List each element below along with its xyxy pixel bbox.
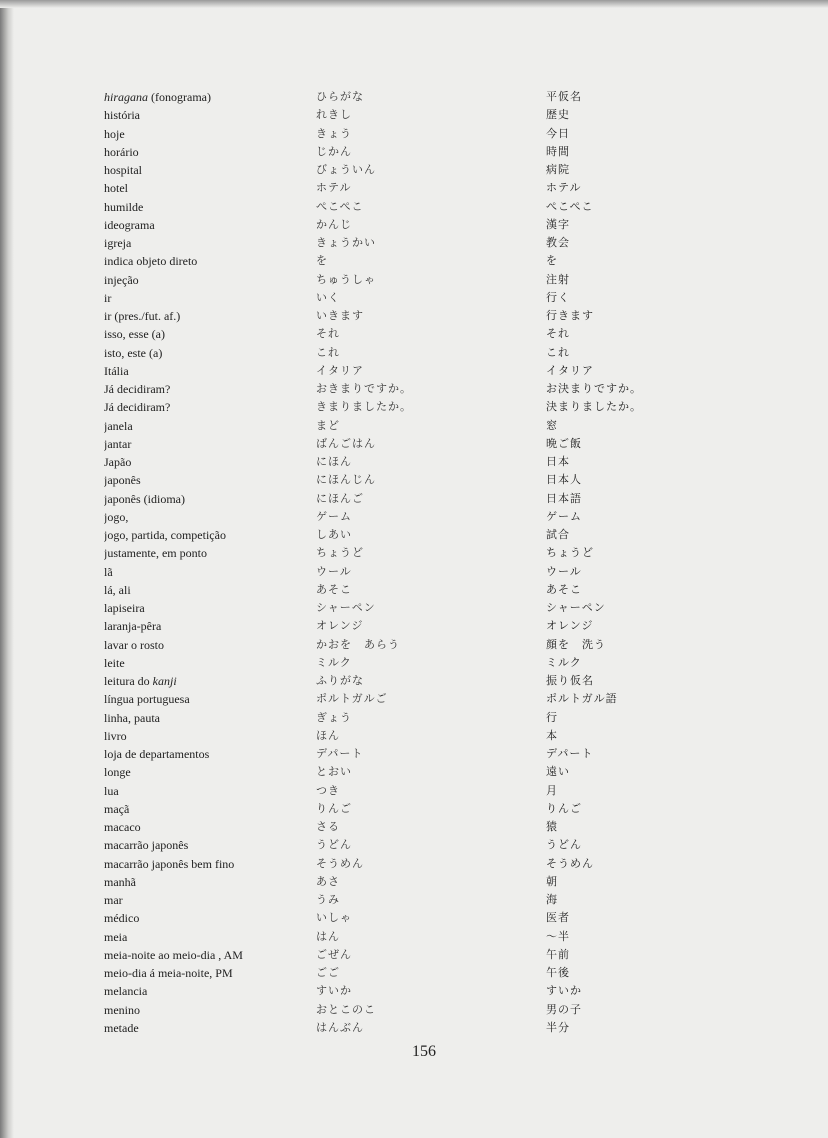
kanji-writing: ポルトガル語 — [546, 692, 618, 706]
vocab-row — [104, 855, 664, 873]
kanji-writing: 午前 — [546, 947, 570, 961]
portuguese-text: hiragana (fonograma) — [104, 90, 211, 104]
portuguese-term — [104, 271, 304, 289]
portuguese-term — [104, 964, 304, 982]
vocab-row — [104, 252, 664, 270]
portuguese-term — [104, 617, 304, 635]
vocab-row — [104, 289, 664, 307]
vocabulary-list — [104, 88, 664, 1037]
portuguese-text: horário — [104, 144, 139, 159]
portuguese-text: maçã — [104, 801, 130, 816]
page-number: 156 — [412, 1043, 436, 1060]
portuguese-text: lá, ali — [104, 582, 131, 597]
vocab-row — [104, 143, 664, 161]
kana-reading: ウール — [316, 564, 352, 578]
kana-reading: ふりがな — [316, 674, 364, 687]
vocab-row — [104, 818, 664, 836]
kanji-writing: ウール — [546, 564, 582, 578]
kana-reading: オレンジ — [316, 619, 364, 633]
kana-reading: いしゃ — [316, 911, 352, 925]
vocab-row — [104, 471, 664, 489]
kanji-writing: 行きます — [546, 309, 594, 322]
vocab-row — [104, 599, 664, 617]
portuguese-text: Já decidiram? — [104, 400, 171, 415]
portuguese-text: Já decidiram? — [104, 382, 171, 396]
kana-reading: にほんじん — [316, 473, 376, 487]
portuguese-term — [104, 909, 304, 927]
vocab-row — [104, 398, 664, 416]
kana-reading: まど — [316, 418, 340, 432]
kana-reading: かんじ — [316, 217, 352, 231]
vocab-row — [104, 490, 664, 508]
portuguese-text: ir (pres./fut. af.) — [104, 309, 181, 323]
portuguese-term — [104, 581, 304, 599]
portuguese-text: meia — [104, 929, 128, 944]
portuguese-term — [104, 690, 304, 708]
portuguese-text: jantar — [104, 436, 132, 451]
portuguese-term — [104, 417, 304, 435]
portuguese-text: macaco — [104, 820, 141, 834]
portuguese-term — [104, 544, 304, 562]
kanji-writing: 振り仮名 — [546, 674, 594, 687]
vocab-row — [104, 508, 664, 526]
kana-reading: きょう — [316, 126, 352, 140]
vocab-row — [104, 964, 664, 982]
kana-reading: そうめん — [316, 856, 364, 870]
vocab-row — [104, 544, 664, 562]
kanji-writing: 決まりましたか。 — [546, 400, 642, 414]
kanji-writing: 日本 — [546, 455, 570, 468]
vocab-row — [104, 581, 664, 599]
portuguese-emphasis: kanji — [152, 674, 177, 688]
vocab-row — [104, 891, 664, 909]
vocab-row — [104, 709, 664, 727]
portuguese-term — [104, 435, 304, 453]
portuguese-term — [104, 800, 304, 818]
portuguese-text: mar — [104, 893, 123, 907]
kanji-writing: あそこ — [546, 582, 582, 596]
kanji-writing: 歴史 — [546, 108, 570, 122]
vocab-row — [104, 88, 664, 106]
kanji-writing: りんご — [546, 801, 582, 815]
vocab-row — [104, 435, 664, 453]
kana-reading: さる — [316, 820, 340, 833]
kana-reading: れきし — [316, 108, 352, 122]
kana-reading: にほんご — [316, 491, 364, 505]
kana-reading: ごご — [316, 966, 340, 979]
kana-reading: おきまりですか。 — [316, 382, 412, 395]
kanji-writing: 半分 — [546, 1020, 570, 1034]
kanji-writing: 医者 — [546, 911, 570, 925]
kanji-writing: 漢字 — [546, 217, 570, 231]
portuguese-term — [104, 362, 304, 380]
portuguese-term — [104, 1001, 304, 1019]
kana-reading: りんご — [316, 801, 352, 815]
kana-reading: にほん — [316, 455, 352, 468]
kana-reading: かおを あらう — [316, 637, 400, 651]
portuguese-term — [104, 453, 304, 471]
portuguese-term — [104, 490, 304, 508]
kana-reading: いく — [316, 290, 340, 304]
portuguese-term — [104, 161, 304, 179]
kana-reading: うどん — [316, 838, 352, 852]
portuguese-term — [104, 636, 304, 654]
portuguese-text: hoje — [104, 126, 125, 141]
portuguese-term — [104, 179, 304, 197]
portuguese-text: linha, pauta — [104, 710, 160, 725]
portuguese-text: loja de departamentos — [104, 747, 210, 761]
vocab-row — [104, 982, 664, 1000]
portuguese-term — [104, 234, 304, 252]
kana-reading: じかん — [316, 144, 352, 158]
vocab-row — [104, 216, 664, 234]
kanji-writing: それ — [546, 327, 570, 341]
portuguese-text: japonês — [104, 473, 141, 488]
portuguese-text: meio-dia á meia-noite, PM — [104, 966, 233, 980]
kana-reading: うみ — [316, 893, 340, 906]
portuguese-term — [104, 982, 304, 1000]
portuguese-term — [104, 325, 304, 343]
kana-reading: とおい — [316, 765, 352, 779]
portuguese-text: lapiseira — [104, 601, 145, 615]
portuguese-text: Itália — [104, 363, 129, 378]
vocab-row — [104, 873, 664, 891]
portuguese-term — [104, 855, 304, 873]
portuguese-term — [104, 928, 304, 946]
vocab-row — [104, 271, 664, 289]
portuguese-text: língua portuguesa — [104, 692, 190, 707]
kanji-writing: を — [546, 254, 558, 268]
kanji-writing: 猿 — [546, 820, 558, 833]
vocab-row — [104, 745, 664, 763]
kanji-writing: 時間 — [546, 144, 570, 158]
portuguese-term — [104, 143, 304, 161]
kana-reading: すいか — [316, 984, 352, 998]
kanji-writing: ちょうど — [546, 546, 594, 560]
portuguese-text: história — [104, 108, 140, 123]
page-shadow-top — [0, 0, 828, 8]
kanji-writing: すいか — [546, 984, 582, 998]
portuguese-text: lua — [104, 783, 119, 798]
portuguese-text: indica objeto direto — [104, 254, 198, 269]
kana-reading: シャーペン — [316, 601, 376, 614]
portuguese-term — [104, 782, 304, 800]
kana-reading: ホテル — [316, 181, 352, 195]
kana-reading: ミルク — [316, 655, 352, 669]
vocab-row — [104, 836, 664, 854]
vocab-row — [104, 1019, 664, 1037]
portuguese-term — [104, 252, 304, 270]
kana-reading: これ — [316, 345, 340, 359]
portuguese-text: meia-noite ao meio-dia , AM — [104, 947, 243, 962]
kanji-writing: 注射 — [546, 272, 570, 286]
portuguese-text: leitura do — [104, 674, 153, 688]
kanji-writing: 日本語 — [546, 491, 582, 505]
kanji-writing: 〜半 — [546, 929, 570, 943]
kanji-writing: 窓 — [546, 418, 558, 432]
vocab-row — [104, 161, 664, 179]
vocab-row — [104, 1001, 664, 1019]
portuguese-term — [104, 526, 304, 544]
portuguese-text: lavar o rosto — [104, 637, 164, 652]
kanji-writing: ミルク — [546, 655, 582, 669]
vocab-row — [104, 727, 664, 745]
kanji-writing: うどん — [546, 838, 582, 852]
kanji-writing: 行 — [546, 710, 558, 724]
vocab-row — [104, 928, 664, 946]
kanji-writing: これ — [546, 345, 570, 359]
kana-reading: つき — [316, 783, 340, 797]
kanji-writing: 晩ご飯 — [546, 436, 582, 450]
portuguese-term — [104, 836, 304, 854]
portuguese-text: livro — [104, 728, 127, 743]
kanji-writing: ホテル — [546, 181, 582, 195]
portuguese-text: humilde — [104, 199, 144, 214]
portuguese-term — [104, 709, 304, 727]
portuguese-text: jogo, partida, competição — [104, 528, 226, 542]
vocab-row — [104, 690, 664, 708]
vocab-row — [104, 307, 664, 325]
vocab-row — [104, 563, 664, 581]
portuguese-term — [104, 1019, 304, 1037]
vocab-row — [104, 362, 664, 380]
portuguese-text: ir — [104, 290, 112, 305]
kana-reading: ぺこぺこ — [316, 199, 364, 213]
kana-reading: あそこ — [316, 582, 352, 596]
portuguese-term — [104, 873, 304, 891]
kanji-writing: デパート — [546, 747, 594, 760]
kanji-writing: オレンジ — [546, 619, 594, 633]
vocab-row — [104, 325, 664, 343]
kana-reading: デパート — [316, 747, 364, 760]
portuguese-text: menino — [104, 1002, 140, 1017]
portuguese-term — [104, 88, 304, 106]
vocab-row — [104, 617, 664, 635]
kana-reading: しあい — [316, 528, 352, 541]
kanji-writing: 午後 — [546, 966, 570, 979]
portuguese-term — [104, 106, 304, 124]
kanji-writing: 顔を 洗う — [546, 637, 606, 651]
vocab-row — [104, 672, 664, 690]
portuguese-text: macarrão japonês — [104, 838, 189, 853]
kanji-writing: ゲーム — [546, 509, 582, 523]
kanji-writing: 遠い — [546, 765, 570, 779]
portuguese-term — [104, 599, 304, 617]
kana-reading: びょういん — [316, 163, 376, 176]
portuguese-term — [104, 307, 304, 325]
kana-reading: ほん — [316, 728, 340, 742]
vocab-row — [104, 654, 664, 672]
kanji-writing: お決まりですか。 — [546, 382, 642, 395]
portuguese-text: melancia — [104, 984, 148, 999]
kanji-writing: シャーペン — [546, 601, 606, 614]
kanji-writing: 平仮名 — [546, 90, 582, 103]
portuguese-term — [104, 125, 304, 143]
kana-reading: ゲーム — [316, 509, 352, 523]
kana-reading: ちゅうしゃ — [316, 272, 376, 286]
portuguese-text: longe — [104, 765, 131, 780]
portuguese-term — [104, 216, 304, 234]
kana-reading: はんぶん — [316, 1020, 364, 1034]
portuguese-term — [104, 891, 304, 909]
portuguese-term — [104, 818, 304, 836]
kanji-writing: 試合 — [546, 528, 570, 541]
portuguese-text: jogo, — [104, 509, 129, 524]
portuguese-term — [104, 344, 304, 362]
portuguese-term — [104, 508, 304, 526]
kana-reading: を — [316, 254, 328, 268]
vocab-row — [104, 179, 664, 197]
kana-reading: いきます — [316, 309, 364, 322]
portuguese-term — [104, 654, 304, 672]
vocab-row — [104, 417, 664, 435]
vocab-row — [104, 380, 664, 398]
kana-reading: ひらがな — [316, 90, 364, 103]
portuguese-term — [104, 763, 304, 781]
portuguese-term — [104, 471, 304, 489]
vocab-row — [104, 909, 664, 927]
kanji-writing: 行く — [546, 290, 570, 304]
vocab-row — [104, 946, 664, 964]
portuguese-term — [104, 727, 304, 745]
portuguese-text: japonês (idioma) — [104, 491, 185, 506]
portuguese-term — [104, 563, 304, 581]
portuguese-text: hotel — [104, 181, 128, 196]
portuguese-text: laranja-pêra — [104, 619, 162, 634]
portuguese-text: metade — [104, 1020, 139, 1035]
kana-reading: ぎょう — [316, 710, 352, 724]
kana-reading: きまりましたか。 — [316, 400, 412, 414]
portuguese-text: manhã — [104, 874, 136, 889]
portuguese-text: leite — [104, 655, 125, 670]
kana-reading: おとこのこ — [316, 1002, 376, 1016]
portuguese-text: hospital — [104, 163, 142, 177]
vocab-row — [104, 234, 664, 252]
kanji-writing: 日本人 — [546, 473, 582, 487]
portuguese-term — [104, 745, 304, 763]
kana-reading: ちょうど — [316, 546, 364, 560]
kanji-writing: 教会 — [546, 236, 570, 249]
vocab-row — [104, 344, 664, 362]
vocab-row — [104, 125, 664, 143]
portuguese-text: isto, este (a) — [104, 345, 163, 360]
kanji-writing: 月 — [546, 783, 558, 797]
vocab-row — [104, 800, 664, 818]
kanji-writing: 本 — [546, 728, 558, 742]
kana-reading: きょうかい — [316, 236, 376, 249]
portuguese-text: igreja — [104, 236, 132, 250]
vocab-row — [104, 453, 664, 471]
kanji-writing: ぺこぺこ — [546, 199, 594, 213]
vocab-row — [104, 198, 664, 216]
vocab-row — [104, 763, 664, 781]
kanji-writing: そうめん — [546, 856, 594, 870]
portuguese-text: justamente, em ponto — [104, 546, 207, 561]
kana-reading: それ — [316, 327, 340, 341]
vocab-row — [104, 526, 664, 544]
vocab-row — [104, 636, 664, 654]
kanji-writing: 朝 — [546, 874, 558, 888]
kanji-writing: 今日 — [546, 126, 570, 140]
kanji-writing: 病院 — [546, 163, 570, 176]
kanji-writing: 男の子 — [546, 1002, 582, 1016]
kana-reading: はん — [316, 929, 340, 943]
page-shadow — [0, 0, 14, 1138]
portuguese-term — [104, 946, 304, 964]
vocab-row — [104, 106, 664, 124]
kana-reading: ポルトガルご — [316, 692, 388, 706]
portuguese-term — [104, 672, 304, 690]
portuguese-text: injeção — [104, 272, 139, 287]
kana-reading: ごぜん — [316, 947, 352, 961]
portuguese-text: médico — [104, 911, 140, 926]
vocab-row — [104, 782, 664, 800]
portuguese-text: janela — [104, 418, 133, 433]
portuguese-term — [104, 198, 304, 216]
portuguese-term — [104, 380, 304, 398]
kanji-writing: 海 — [546, 893, 558, 906]
kana-reading: あさ — [316, 874, 340, 888]
portuguese-text: macarrão japonês bem fino — [104, 856, 235, 871]
portuguese-term — [104, 398, 304, 416]
portuguese-text: ideograma — [104, 217, 155, 232]
portuguese-text: lã — [104, 564, 113, 579]
portuguese-term — [104, 289, 304, 307]
kanji-writing: イタリア — [546, 363, 594, 377]
kana-reading: イタリア — [316, 363, 364, 377]
kana-reading: ばんごはん — [316, 436, 376, 450]
portuguese-text: isso, esse (a) — [104, 327, 165, 342]
portuguese-text: Japão — [104, 455, 132, 469]
